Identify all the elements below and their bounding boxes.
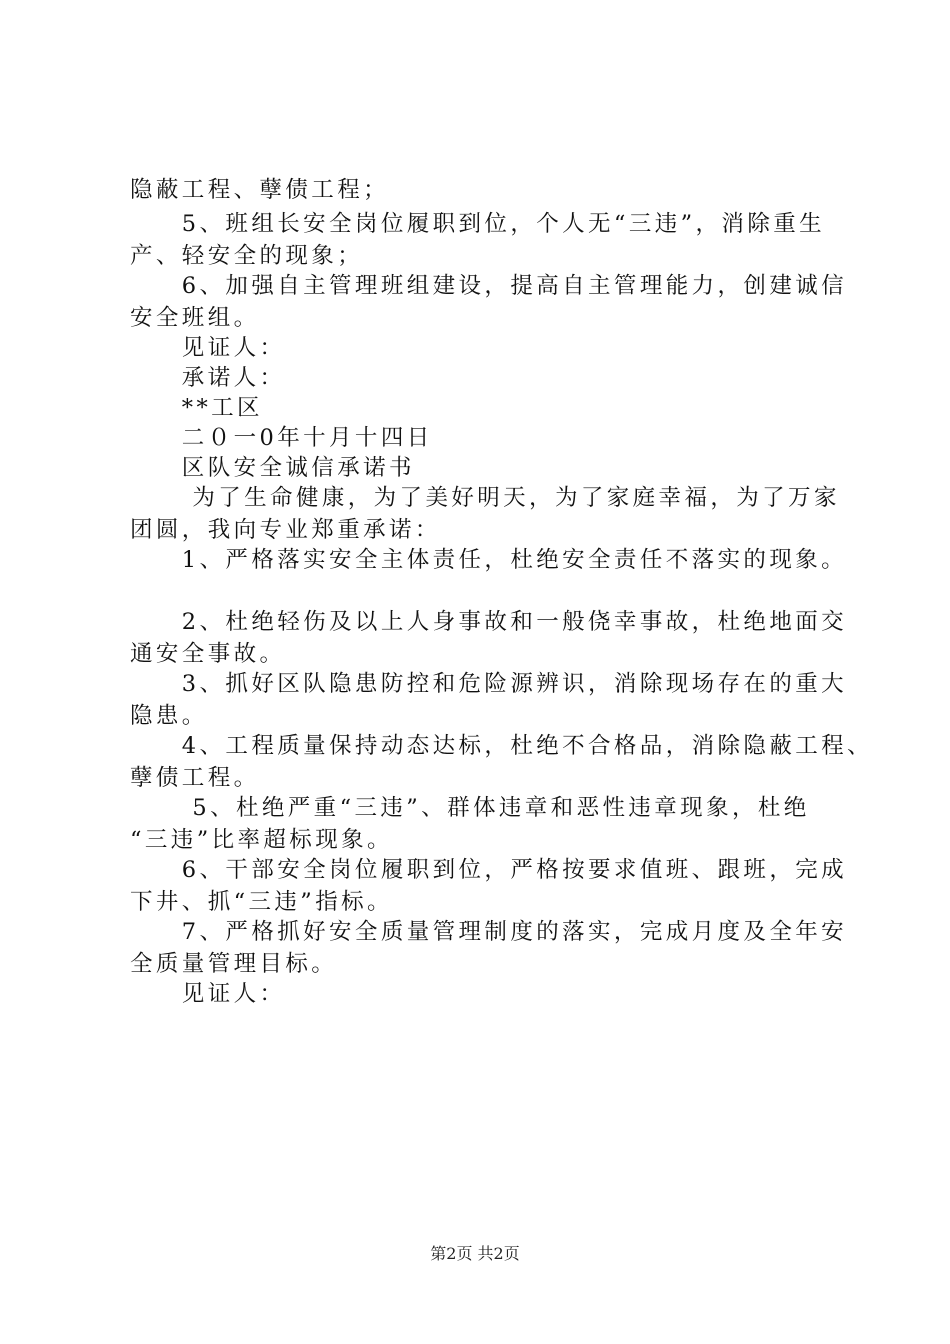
text-line: 5、杜绝严重“三违”、群体违章和恶性违章现象，杜绝: [130, 795, 810, 821]
text-line: **工区: [130, 395, 263, 421]
text-line: 1、严格落实安全主体责任，杜绝安全责任不落实的现象。: [130, 547, 848, 573]
text-line: 通安全事故。: [130, 641, 286, 667]
text-line: 见证人：: [130, 335, 286, 361]
text-line: 7、严格抓好安全质量管理制度的落实，完成月度及全年安: [130, 919, 848, 945]
text-line: 隐患。: [130, 703, 208, 729]
text-line: 产、轻安全的现象；: [130, 243, 364, 269]
text-line: 隐蔽工程、孽债工程；: [130, 177, 390, 203]
page-number-footer: 第2页 共2页: [430, 1244, 520, 1263]
text-line: “三违”比率超标现象。: [130, 827, 393, 853]
text-line: 6、加强自主管理班组建设，提高自主管理能力，创建诚信: [130, 273, 848, 299]
text-line: 区队安全诚信承诺书: [130, 455, 415, 481]
text-line: 6、干部安全岗位履职到位，严格按要求值班、跟班，完成: [130, 857, 848, 883]
text-line: 2、杜绝轻伤及以上人身事故和一般侥幸事故，杜绝地面交: [130, 609, 848, 635]
text-line: 5、班组长安全岗位履职到位，个人无“三违”，消除重生: [130, 211, 826, 237]
text-line: 下井、抓“三违”指标。: [130, 889, 393, 915]
text-line: 团圆，我向专业郑重承诺：: [130, 517, 441, 543]
text-line: 承诺人：: [130, 365, 286, 391]
text-line: 4、工程质量保持动态达标，杜绝不合格品，消除隐蔽工程、: [130, 733, 873, 759]
text-line: 见证人：: [130, 981, 286, 1007]
text-line: 为了生命健康，为了美好明天，为了家庭幸福，为了万家: [130, 485, 840, 511]
text-line: 二０一0年十月十四日: [130, 425, 433, 451]
text-line: 孽债工程。: [130, 765, 260, 791]
text-line: 3、抓好区队隐患防控和危险源辨识，消除现场存在的重大: [130, 671, 848, 697]
text-line: 安全班组。: [130, 305, 260, 331]
text-line: 全质量管理目标。: [130, 951, 338, 977]
